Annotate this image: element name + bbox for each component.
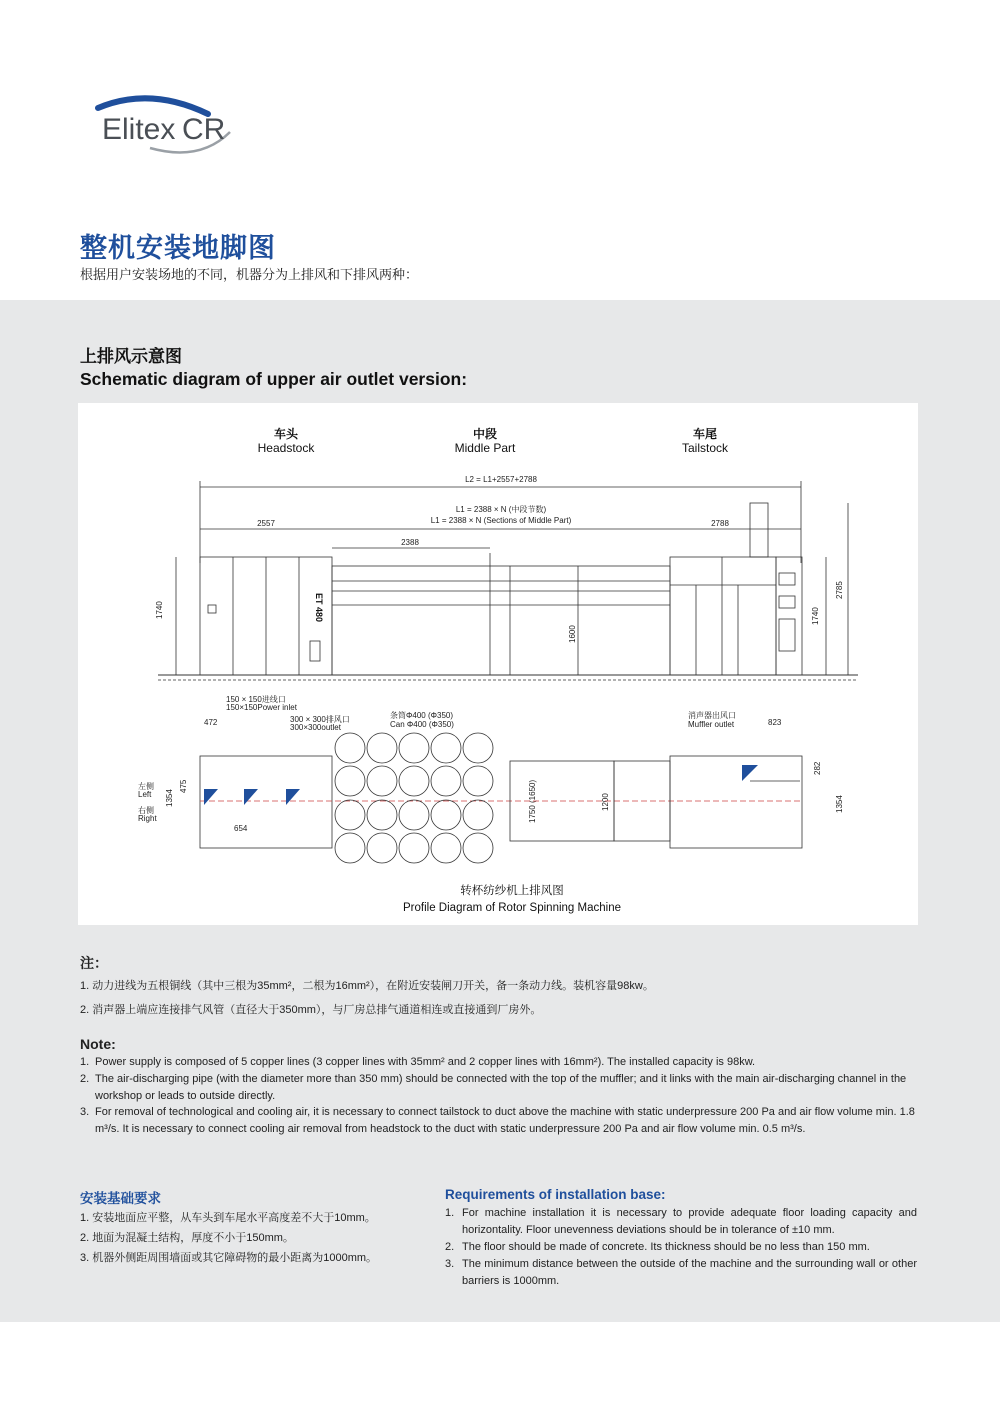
middle-label-en: Middle Part: [454, 441, 516, 455]
outlet-en: 300×300outlet: [290, 723, 341, 732]
tailstock-label-cn: 车尾: [692, 427, 718, 441]
dim-1750: 1750 (1650): [528, 779, 537, 823]
page-title: 整机安装地脚图: [80, 233, 276, 263]
dim-472: 472: [204, 718, 218, 727]
dim-1600: 1600: [568, 625, 577, 643]
requirement-cn-2: 2. 地面为混凝土结构，厚度不小于150mm。: [80, 1232, 294, 1244]
dim-475: 475: [179, 779, 188, 793]
note-en-3: [80, 1104, 920, 1138]
note-en-1-text: Power supply is composed of 5 copper lines (3 copper lines with 35mm² and 2 copper lines with 16mm²). The installed capacity is 98kw.: [95, 1056, 756, 1068]
dim-2788: 2788: [711, 519, 729, 528]
requirement-en-3: [445, 1256, 917, 1290]
requirements-en-heading: Requirements of installation base:: [445, 1187, 666, 1202]
section-title-cn: 上排风示意图: [80, 347, 182, 366]
requirement-en-1-num: 1.: [445, 1207, 455, 1219]
note-en-3-text: For removal of technological and cooling air, it is necessary to connect tailstock to duct above the machine with static underpressure 200 Pa and air flow volume min. 1.8 m³/s. It is necessary to connect cooling air removal from headstock to the duct with static underpressure 200 Pa and air flow volume min. 0.5 m³/s.: [95, 1106, 915, 1135]
tailstock-label-en: Tailstock: [681, 441, 729, 455]
headstock-label-cn: 车头: [273, 427, 299, 441]
dim-1354-right: 1354: [835, 795, 844, 813]
power-inlet-cn: 150 × 150进线口: [226, 695, 286, 704]
right-cn: 右侧: [138, 806, 154, 815]
note-en-2-text: The air-discharging pipe (with the diameter more than 350 mm) should be connected with the top of the muffler; and it links with the main air-discharging channel in the workshop or leads to outside directly.: [95, 1073, 907, 1102]
muffler-en: Muffler outlet: [688, 720, 735, 729]
note-en-1: [80, 1054, 920, 1071]
requirements-cn-heading: 安装基础要求: [80, 1191, 161, 1206]
logo-suffix: CR: [182, 113, 226, 146]
dim-1740-left: 1740: [155, 601, 164, 619]
requirement-en-3-num: 3.: [445, 1258, 455, 1270]
dim-1740-right: 1740: [811, 607, 820, 625]
machine-diagram: [78, 403, 918, 925]
notes-en-heading: Note:: [80, 1036, 116, 1052]
note-en-1-num: 1.: [80, 1056, 90, 1068]
requirement-en-2-text: The floor should be made of concrete. Its thickness should be no less than 150 mm.: [462, 1241, 870, 1253]
dim-l1-en: L1 = 2388 × N (Sections of Middle Part): [430, 516, 572, 525]
dim-1200: 1200: [601, 793, 610, 811]
can-en: Can Φ400 (Φ350): [390, 720, 454, 729]
dim-282: 282: [813, 761, 822, 775]
requirement-en-2: [445, 1239, 917, 1256]
requirement-en-3-text: The minimum distance between the outside of the machine and the surrounding wall or other barriers is 1000mm.: [462, 1258, 917, 1287]
dim-1354-left: 1354: [165, 789, 174, 807]
requirement-cn-1: 1. 安装地面应平整，从车头到车尾水平高度差不大于10mm。: [80, 1212, 376, 1224]
dim-2557: 2557: [257, 519, 275, 528]
note-en-2-num: 2.: [80, 1073, 90, 1085]
requirement-en-2-num: 2.: [445, 1241, 455, 1253]
left-en: Left: [138, 790, 152, 799]
requirement-cn-3: 3. 机器外侧距周围墙面或其它障碍物的最小距离为1000mm。: [80, 1252, 378, 1264]
note-en-2: [80, 1071, 920, 1105]
note-cn-1: 1. 动力进线为五根铜线（其中三根为35mm²，二根为16mm²），在附近安装闸刀开关，备一条动力线。装机容量98kw。: [80, 980, 654, 992]
dim-2388: 2388: [401, 538, 419, 547]
caption-en: Profile Diagram of Rotor Spinning Machine: [403, 902, 621, 914]
requirement-en-1: [445, 1205, 917, 1239]
dim-l1-cn: L1 = 2388 × N (中段节数): [455, 505, 547, 514]
left-cn: 左侧: [138, 782, 154, 791]
dim-823: 823: [768, 718, 782, 727]
section-title-en: Schematic diagram of upper air outlet version:: [80, 369, 468, 389]
elitex-logo: [90, 92, 240, 162]
right-en: Right: [138, 814, 157, 823]
can-cn: 条筒Φ400 (Φ350): [390, 711, 454, 720]
et480-label: ET 480: [314, 593, 324, 623]
dim-654: 654: [234, 824, 248, 833]
notes-cn-heading: 注：: [80, 955, 108, 971]
outlet-cn: 300 × 300排风口: [290, 715, 350, 724]
muffler-cn: 消声器出风口: [688, 711, 736, 720]
middle-label-cn: 中段: [472, 427, 498, 441]
logo-text: Elitex: [102, 113, 176, 146]
note-cn-2: 2. 消声器上端应连接排气风管（直径大于350mm），与厂房总排气通道相连或直接通到厂房外。: [80, 1004, 542, 1016]
headstock-label-en: Headstock: [257, 441, 315, 455]
page-subtitle: 根据用户安装场地的不同，机器分为上排风和下排风两种：: [80, 267, 419, 282]
dim-l2: L2 = L1+2557+2788: [465, 475, 537, 484]
note-en-3-num: 3.: [80, 1106, 90, 1118]
requirement-en-1-text: For machine installation it is necessary to provide adequate floor loading capacity and horizontality. Floor unevenness deviations should be in tolerance of ±10 mm.: [462, 1207, 917, 1236]
caption-cn: 转杯纺纱机上排风图: [460, 885, 564, 897]
power-inlet-en: 150×150Power inlet: [226, 703, 297, 712]
dim-2785: 2785: [835, 581, 844, 599]
